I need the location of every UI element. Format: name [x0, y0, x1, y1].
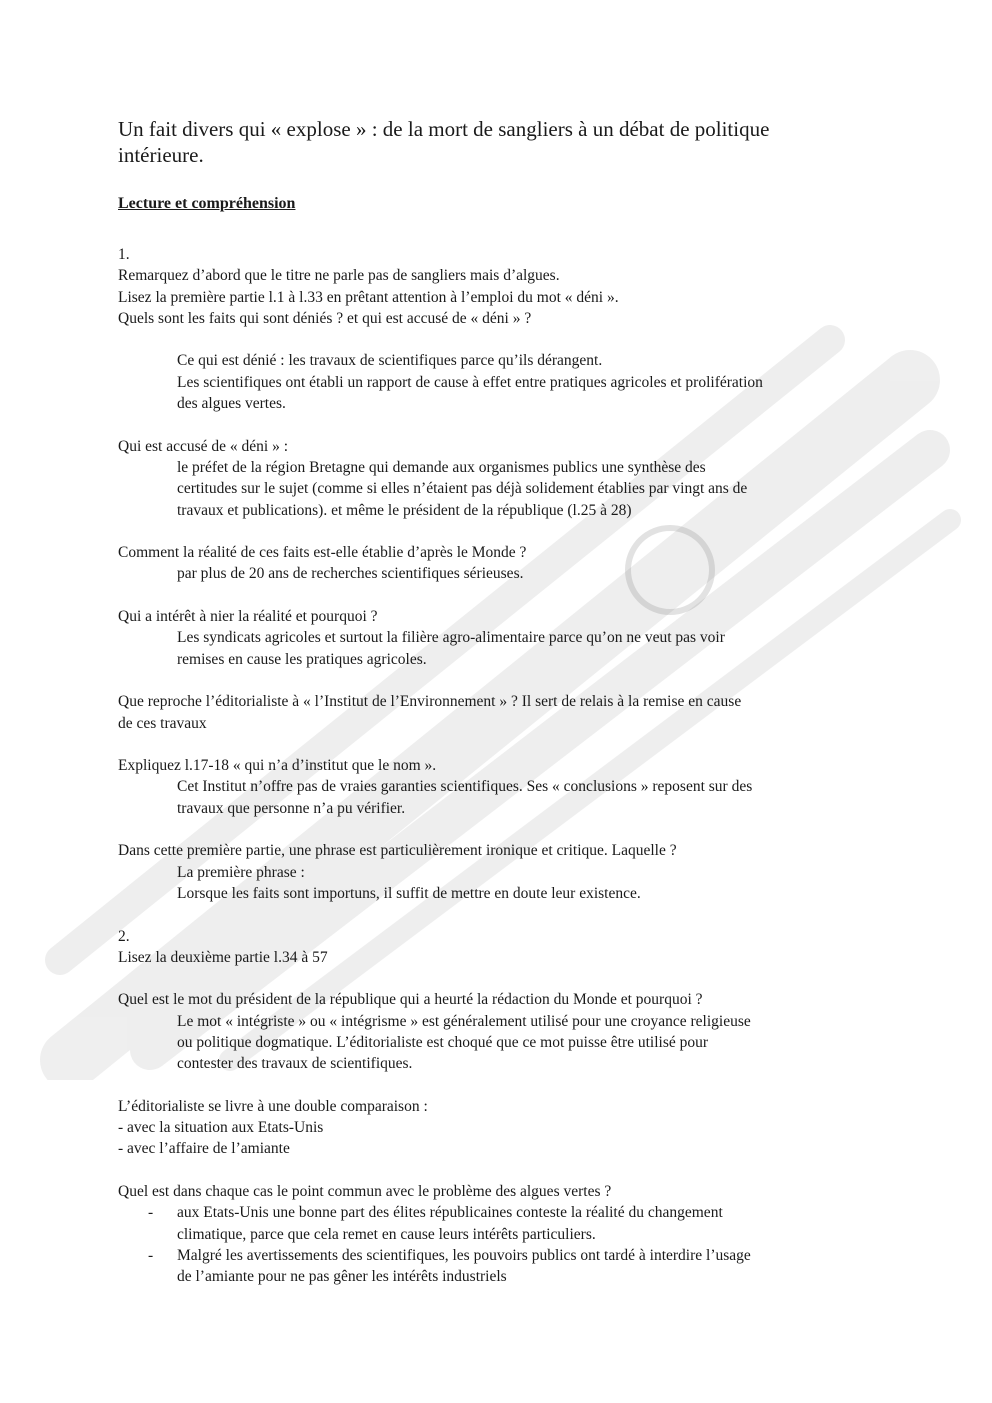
bullet-dash: - — [148, 1246, 154, 1264]
title-line-2: intérieure. — [118, 143, 204, 167]
section-heading: Lecture et compréhension — [118, 195, 296, 212]
bullet-line: aux Etats-Unis une bonne part des élites républicaines conteste la réalité du changement — [177, 1204, 723, 1222]
answer-line: Le mot « intégriste » ou « intégrisme » est généralement utilisé pour une croyance religieuse — [177, 1012, 751, 1030]
answer-line: contester des travaux de scientifiques. — [177, 1055, 413, 1073]
instruction-line: Lisez la deuxième partie l.34 à 57 — [118, 948, 328, 966]
answer-line: Lorsque les faits sont importuns, il suffit de mettre en doute leur existence. — [177, 884, 641, 902]
answer-line: Les scientifiques ont établi un rapport de cause à effet entre pratiques agricoles et prolifération — [177, 373, 763, 391]
document-page — [118, 116, 888, 1288]
question-line: Quel est le mot du président de la république qui a heurté la rédaction du Monde et pourquoi ? — [118, 991, 703, 1009]
answer-line: par plus de 20 ans de recherches scientifiques sérieuses. — [177, 565, 524, 583]
list-line: - avec l’affaire de l’amiante — [118, 1140, 290, 1158]
answer-line: Cet Institut n’offre pas de vraies garanties scientifiques. Ses « conclusions » reposent sur des — [177, 778, 753, 796]
answer-line: remises en cause les pratiques agricoles. — [177, 650, 427, 668]
bullet-item — [118, 1202, 888, 1245]
instruction-line: Lisez la première partie l.1 à l.33 en prêtant attention à l’emploi du mot « déni ». — [118, 288, 619, 306]
bullet-line: Malgré les avertissements des scientifiques, les pouvoirs publics ont tardé à interdire l’usage — [177, 1246, 751, 1264]
document-title — [118, 116, 888, 168]
answer-line: travaux et publications). et même le président de la république (l.25 à 28) — [177, 501, 632, 519]
question-line: Quel est dans chaque cas le point commun avec le problème des algues vertes ? — [118, 1183, 612, 1201]
bullet-line: de l’amiante pour ne pas gêner les intérêts industriels — [177, 1268, 507, 1286]
question-line: Qui a intérêt à nier la réalité et pourquoi ? — [118, 608, 378, 626]
list-line: - avec la situation aux Etats-Unis — [118, 1119, 324, 1137]
answer-line: travaux que personne n’a pu vérifier. — [177, 799, 406, 817]
part-number: 1. — [118, 246, 130, 263]
question-line: de ces travaux — [118, 714, 207, 732]
bullet-dash: - — [148, 1204, 154, 1222]
title-line-1: Un fait divers qui « explose » : de la mort de sangliers à un débat de politique — [118, 117, 770, 141]
part-number: 2. — [118, 927, 130, 945]
question-line: L’éditorialiste se livre à une double comparaison : — [118, 1097, 428, 1115]
bullet-item — [118, 1245, 888, 1288]
question-line: Que reproche l’éditorialiste à « l’Institut de l’Environnement » ? Il sert de relais à la remise en cause — [118, 693, 742, 711]
answer-line: La première phrase : — [177, 863, 305, 881]
answer-line: ou politique dogmatique. L’éditorialiste est choqué que ce mot puisse être utilisé pour — [177, 1033, 709, 1051]
question-line: Quels sont les faits qui sont déniés ? et qui est accusé de « déni » ? — [118, 309, 532, 327]
answer-line: le préfet de la région Bretagne qui demande aux organismes publics une synthèse des — [177, 458, 706, 476]
answer-line: certitudes sur le sujet (comme si elles n’étaient pas déjà solidement établies par vingt ans de — [177, 480, 748, 498]
bullet-line: climatique, parce que cela remet en cause leurs intérêts particuliers. — [177, 1225, 596, 1243]
question-line: Dans cette première partie, une phrase est particulièrement ironique et critique. Laquelle ? — [118, 842, 677, 860]
answer-line: des algues vertes. — [177, 395, 286, 413]
instruction-line: Remarquez d’abord que le titre ne parle pas de sangliers mais d’algues. — [118, 267, 560, 285]
answer-line: Les syndicats agricoles et surtout la filière agro-alimentaire parce qu’on ne veut pas voir — [177, 629, 725, 647]
question-line: Expliquez l.17-18 « qui n’a d’institut que le nom ». — [118, 757, 437, 775]
question-line: Comment la réalité de ces faits est-elle établie d’après le Monde ? — [118, 544, 527, 562]
question-line: Qui est accusé de « déni » : — [118, 437, 289, 455]
answer-line: Ce qui est dénié : les travaux de scientifiques parce qu’ils dérangent. — [177, 352, 603, 370]
